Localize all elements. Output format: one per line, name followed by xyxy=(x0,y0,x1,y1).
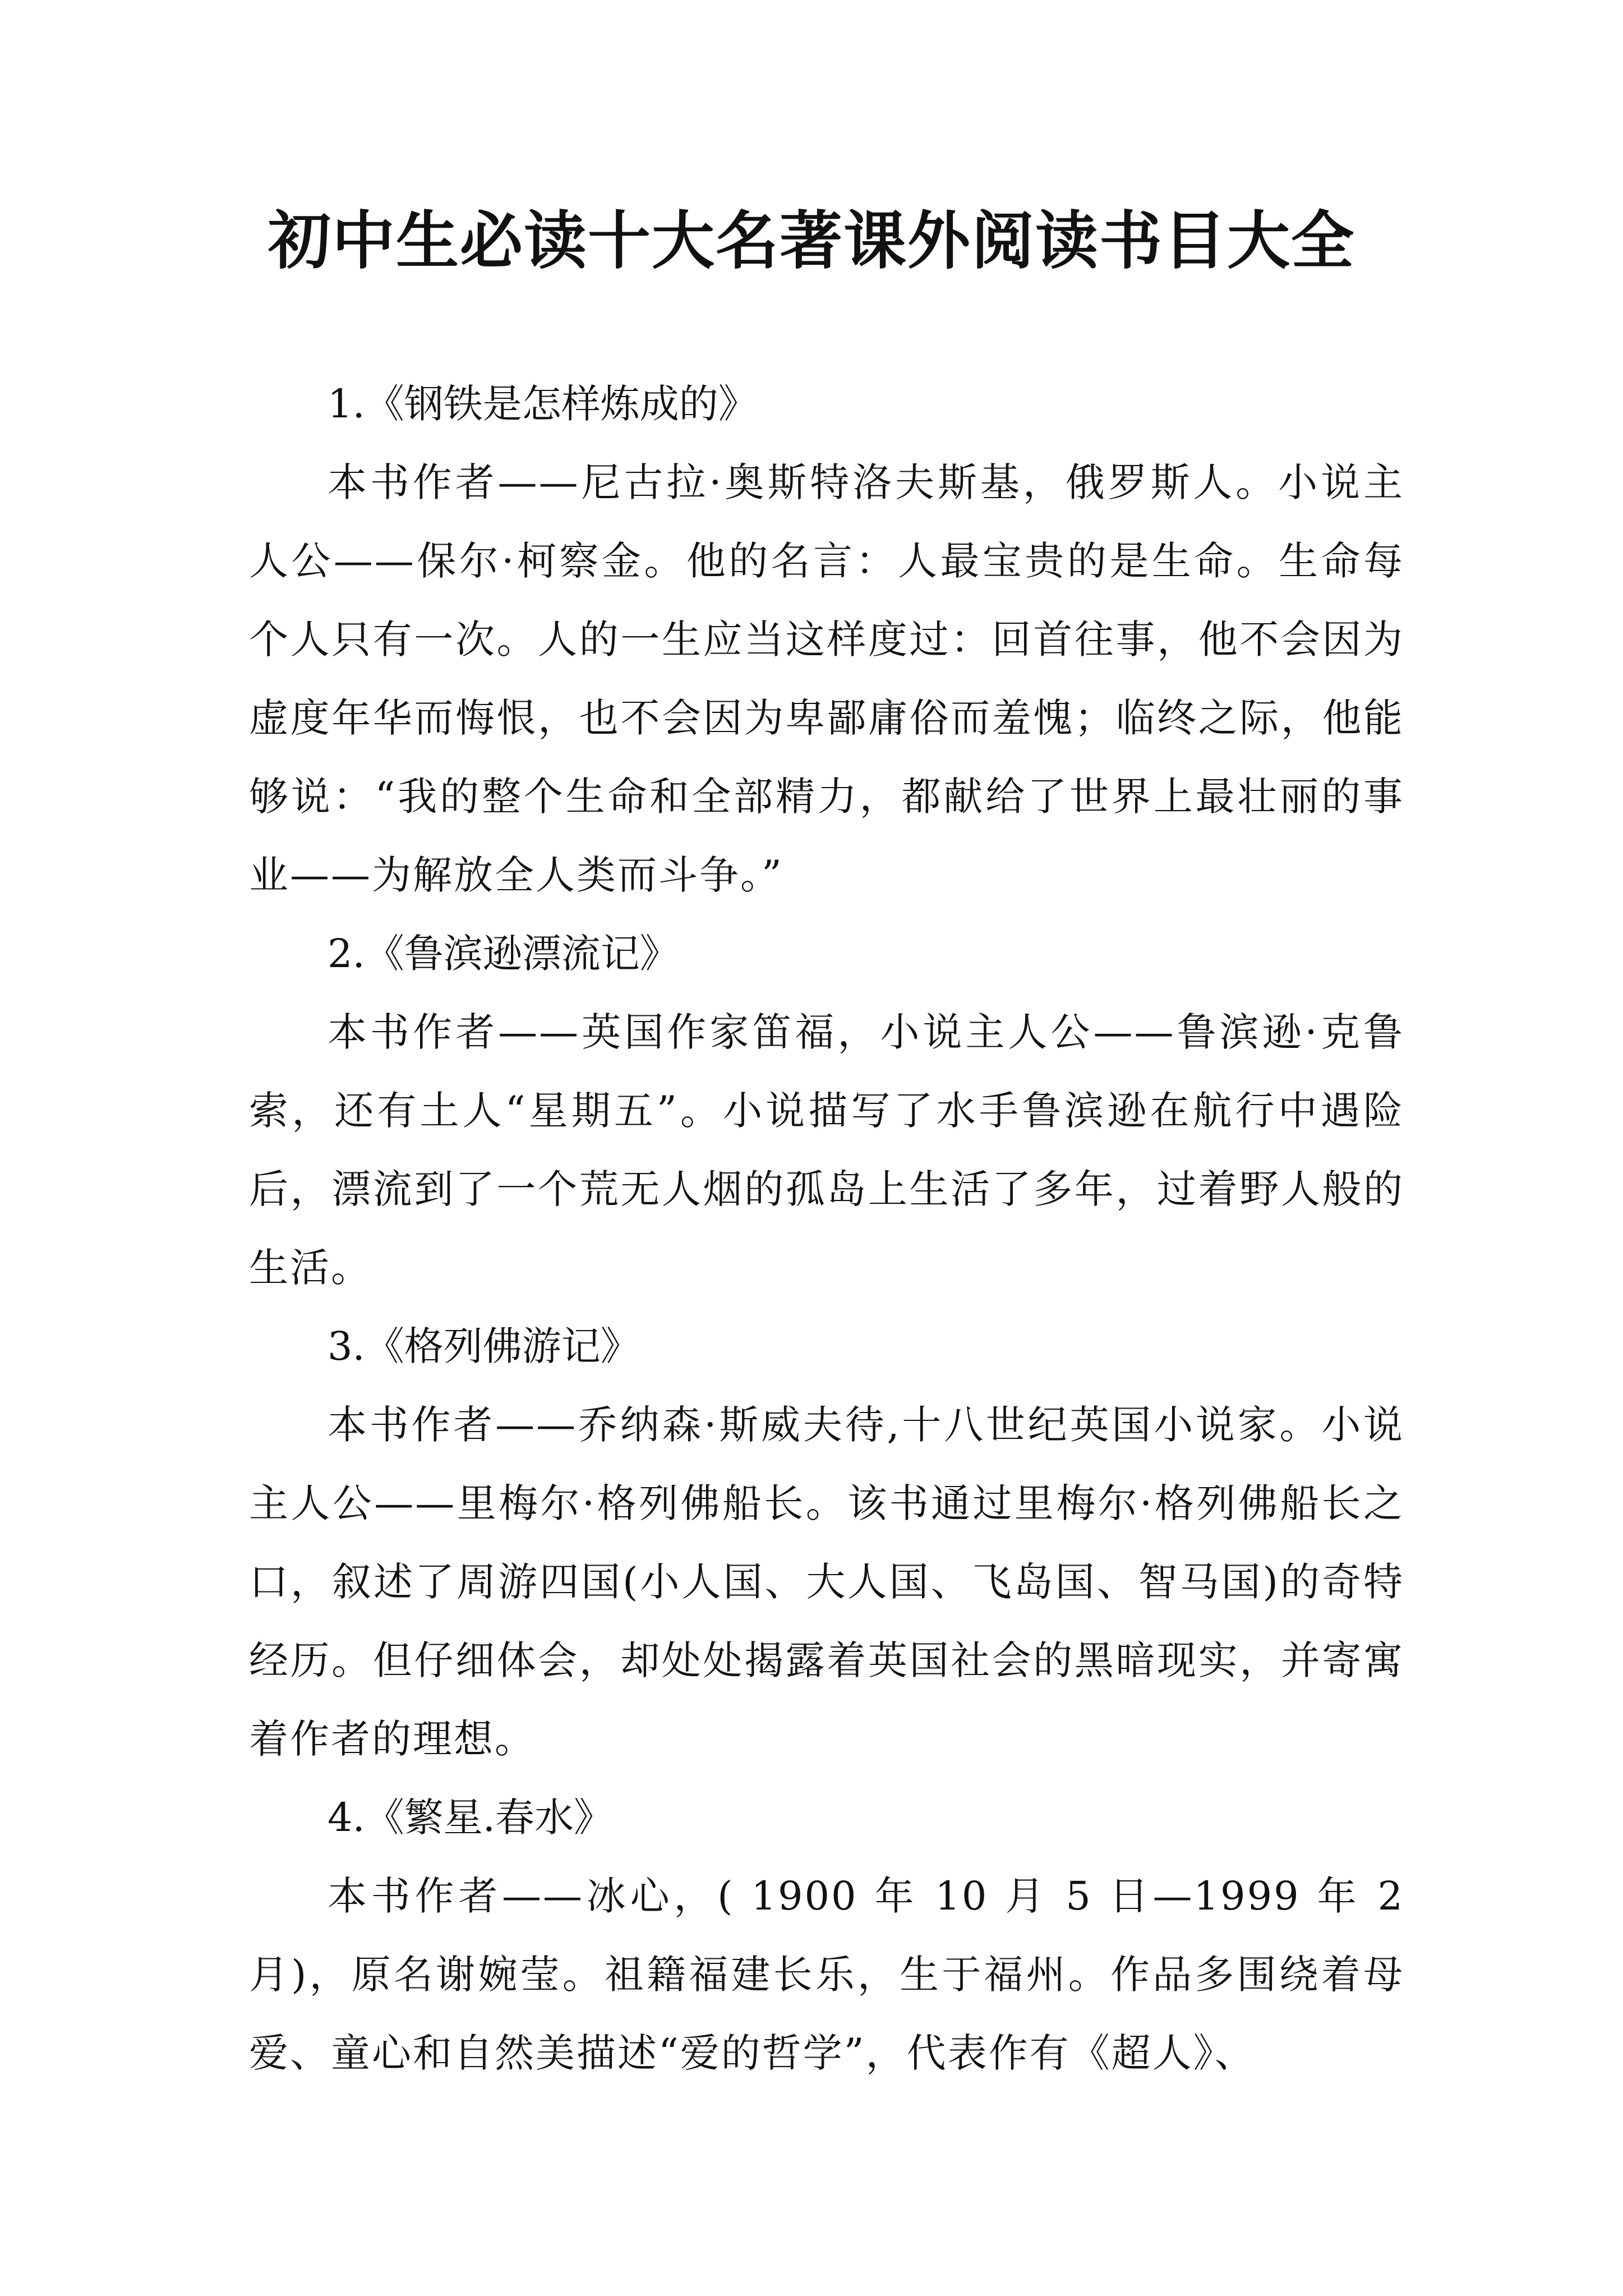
section-heading-1: 1.《钢铁是怎样炼成的》 xyxy=(328,381,758,427)
section-paragraph-4: 本书作者——冰心，( 1900 年 10 月 5 日—1999 年 2 月)，原名谢婉莹。祖籍福建长乐，生于福州。作品多围绕着母爱、童心和自然美描述“爱的哲学”，代表作有《超人》、 xyxy=(249,1873,1404,2076)
document-title: 初中生必读十大名著课外阅读书目大全 xyxy=(268,204,1355,278)
section-paragraph-2: 本书作者——英国作家笛福，小说主人公——鲁滨逊·克鲁索，还有土人“星期五”。小说描写了水手鲁滨逊在航行中遇险后，漂流到了一个荒无人烟的孤岛上生活了多年，过着野人般的生活。 xyxy=(249,1009,1404,1291)
section-heading-2: 2.《鲁滨逊漂流记》 xyxy=(328,931,679,977)
section-paragraph-3: 本书作者——乔纳森·斯威夫待,十八世纪英国小说家。小说主人公——里梅尔·格列佛船长。该书通过里梅尔·格列佛船长之口，叙述了周游四国(小人国、大人国、飞岛国、智马国)的奇特经历。但仔细体会，却处处揭露着英国社会的黑暗现实，并寄寓着作者的理想。 xyxy=(249,1402,1404,1762)
section-paragraph-1: 本书作者——尼古拉·奥斯特洛夫斯基，俄罗斯人。小说主人公——保尔·柯察金。他的名言：人最宝贵的是生命。生命每个人只有一次。人的一生应当这样度过：回首往事，他不会因为虚度年华而悔恨，也不会因为卑鄙庸俗而羞愧；临终之际，他能够说：“我的整个生命和全部精力，都献给了世界上最壮丽的事业——为解放全人类而斗争。” xyxy=(249,459,1404,898)
document-body xyxy=(249,365,1404,2092)
section-heading-3: 3.《格列佛游记》 xyxy=(328,1323,640,1369)
section-heading-4: 4.《繁星.春水》 xyxy=(328,1795,614,1841)
